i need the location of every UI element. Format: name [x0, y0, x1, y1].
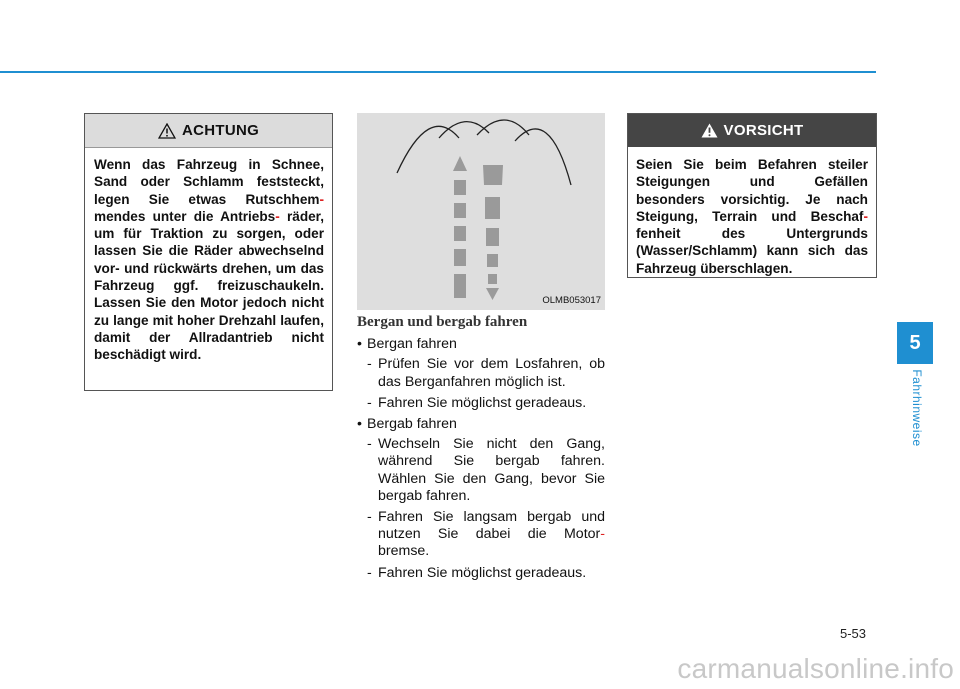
- sub-item: - Fahren Sie möglichst geradeaus.: [367, 394, 587, 411]
- watermark: carmanualsonline.info: [677, 653, 954, 684]
- bullet-dot: •: [357, 416, 362, 433]
- bullet-item: [357, 416, 605, 433]
- section-title: Bergan und bergab fahren: [357, 314, 528, 330]
- caution-title: VORSICHT: [723, 122, 804, 139]
- sub-item: - Wechseln Sie nicht den Gang, während Sie bergab fahren. Wählen Sie den Gang, bevor Sie bergab fahren.: [367, 436, 605, 504]
- warning-triangle-icon: [158, 123, 176, 139]
- figure-code: OLMB053017: [542, 295, 601, 306]
- bullet-label: Bergan fahren: [367, 336, 457, 353]
- caution-header: [628, 114, 876, 147]
- hill-driving-section: [357, 314, 605, 586]
- caution-text: Seien Sie beim Befahren steiler Steigungen und Gefällen besonders vorsichtig. Je nach Steigung, Terrain und Beschaf- fenheit des Untergrunds (Wasser/Schlamm) kann sich das Fahrzeug überschlagen.: [636, 157, 868, 276]
- hill-driving-illustration: [357, 113, 605, 310]
- caution-triangle-icon: [701, 123, 718, 138]
- sub-item: - Prüfen Sie vor dem Losfahren, ob das Berganfahren möglich ist.: [367, 356, 605, 390]
- warning-title: ACHTUNG: [181, 122, 260, 139]
- page-number: 5-53: [840, 626, 867, 641]
- warning-header: [85, 114, 332, 148]
- bullet-dot: •: [357, 336, 362, 353]
- caution-box: [627, 113, 877, 278]
- bullet-item: [357, 336, 605, 353]
- chapter-label: Fahrhinweise: [910, 369, 924, 447]
- top-rule: [0, 71, 876, 73]
- warning-text: Wenn das Fahrzeug in Schnee, Sand oder Schlamm feststeckt, legen Sie etwas Rutschhem- mendes unter die Antriebs- räder, um für Traktion zu sorgen, oder lassen Sie die Räder abwechselnd vor- und rückwärts drehen, um das Fahrzeug ggf. freizuschaukeln. Lassen Sie den Motor jedoch nicht zu lange mit hoher Drehzahl laufen, damit der Allradantrieb nicht beschädigt wird.: [94, 157, 324, 363]
- hill-lines-graphic: [357, 113, 605, 310]
- warning-box: [84, 113, 333, 391]
- sub-item: - Fahren Sie langsam bergab und nutzen Sie dabei die Motor- bremse.: [367, 509, 605, 560]
- bullet-label: Bergab fahren: [367, 416, 457, 433]
- sub-item: - Fahren Sie möglichst geradeaus.: [367, 564, 587, 581]
- chapter-tab: 5: [897, 322, 933, 364]
